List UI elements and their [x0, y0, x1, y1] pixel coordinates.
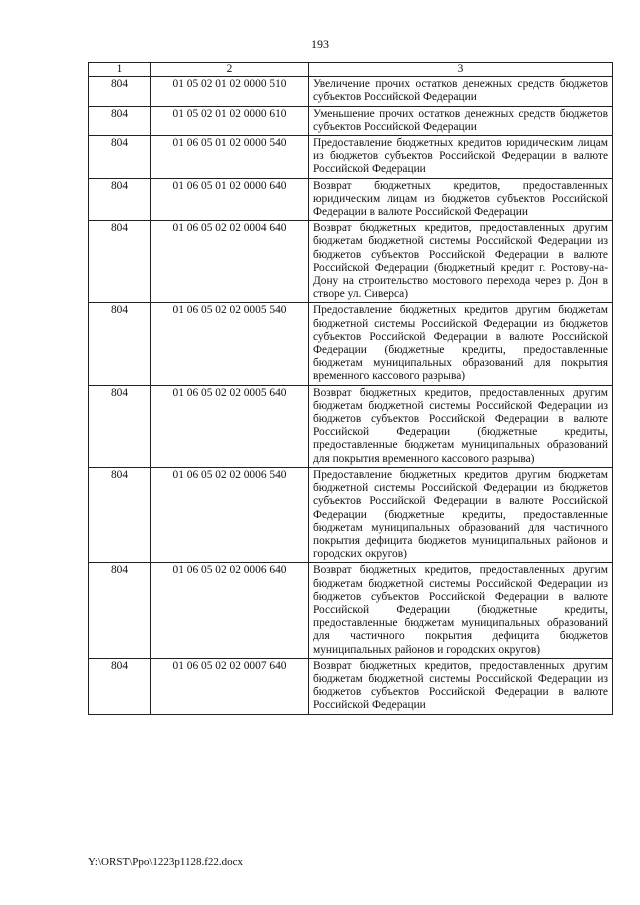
- admin-code-cell: 804: [89, 303, 151, 385]
- kbk-code-cell: 01 06 05 01 02 0000 540: [151, 136, 309, 179]
- kbk-code-cell: 01 06 05 02 02 0007 640: [151, 658, 309, 714]
- kbk-code-cell: 01 06 05 02 02 0006 540: [151, 467, 309, 562]
- table-header-row: [89, 63, 613, 77]
- admin-code-cell: 804: [89, 467, 151, 562]
- admin-code-cell: 804: [89, 136, 151, 179]
- table-row: [89, 106, 613, 135]
- kbk-code-cell: 01 05 02 01 02 0000 610: [151, 106, 309, 135]
- table-row: [89, 563, 613, 658]
- admin-code-cell: 804: [89, 385, 151, 467]
- table-row: [89, 178, 613, 221]
- kbk-code-cell: 01 06 05 02 02 0006 640: [151, 563, 309, 658]
- table-row: [89, 221, 613, 303]
- kbk-code-cell: 01 06 05 01 02 0000 640: [151, 178, 309, 221]
- table-row: [89, 385, 613, 467]
- kbk-code-cell: 01 06 05 02 02 0004 640: [151, 221, 309, 303]
- column-header-1: 1: [89, 63, 151, 77]
- table-row: [89, 136, 613, 179]
- kbk-code-cell: 01 05 02 01 02 0000 510: [151, 77, 309, 106]
- admin-code-cell: 804: [89, 221, 151, 303]
- column-header-2: 2: [151, 63, 309, 77]
- page-number: 193: [311, 37, 329, 51]
- admin-code-cell: 804: [89, 178, 151, 221]
- description-cell: Уменьшение прочих остатков денежных средств бюджетов субъектов Российской Федерации: [309, 106, 613, 135]
- admin-code-cell: 804: [89, 77, 151, 106]
- table-row: [89, 303, 613, 385]
- admin-code-cell: 804: [89, 658, 151, 714]
- description-cell: Увеличение прочих остатков денежных средств бюджетов субъектов Российской Федерации: [309, 77, 613, 106]
- description-cell: Предоставление бюджетных кредитов другим бюджетам бюджетной системы Российской Федерации из бюджетов субъектов Российской Федерации в валюте Российской Федерации (бюджетные кредиты, предоставленные бюджетам муниципальных образований для покрытия временного кассового разрыва): [309, 303, 613, 385]
- admin-code-cell: 804: [89, 563, 151, 658]
- admin-code-cell: 804: [89, 106, 151, 135]
- table-row: [89, 77, 613, 106]
- budget-classification-table: [88, 62, 613, 715]
- kbk-code-cell: 01 06 05 02 02 0005 640: [151, 385, 309, 467]
- description-cell: Возврат бюджетных кредитов, предоставленных другим бюджетам бюджетной системы Российской Федерации из бюджетов субъектов Российской Федерации в валюте Российской Федерации (бюджетные кредиты, предоставленные бюджетам муниципальных образований для покрытия временного кассового разрыва): [309, 385, 613, 467]
- description-cell: Возврат бюджетных кредитов, предоставленных другим бюджетам бюджетной системы Российской Федерации из бюджетов субъектов Российской Федерации в валюте Российской Федерации: [309, 658, 613, 714]
- table-row: [89, 658, 613, 714]
- table-row: [89, 467, 613, 562]
- description-cell: Возврат бюджетных кредитов, предоставленных другим бюджетам бюджетной системы Российской Федерации из бюджетов субъектов Российской Федерации в валюте Российской Федерации (бюджетные кредиты, предоставленные бюджетам муниципальных образований для частичного покрытия дефицита бюджетов муниципальных районов и городских округов): [309, 563, 613, 658]
- column-header-3: 3: [309, 63, 613, 77]
- description-cell: Возврат бюджетных кредитов, предоставленных юридическим лицам из бюджетов субъектов Российской Федерации в валюте Российской Федерации: [309, 178, 613, 221]
- kbk-code-cell: 01 06 05 02 02 0005 540: [151, 303, 309, 385]
- description-cell: Возврат бюджетных кредитов, предоставленных другим бюджетам бюджетной системы Российской Федерации из бюджетов субъектов Российской Федерации в валюте Российской Федерации (бюджетный кредит г. Ростову-на-Дону на строительство мостового перехода через р. Дон в створе ул. Сиверса): [309, 221, 613, 303]
- description-cell: Предоставление бюджетных кредитов юридическим лицам из бюджетов субъектов Российской Федерации в валюте Российской Федерации: [309, 136, 613, 179]
- document-file-path: Y:\ORST\Ppo\1223p1128.f22.docx: [88, 856, 244, 868]
- description-cell: Предоставление бюджетных кредитов другим бюджетам бюджетной системы Российской Федерации из бюджетов субъектов Российской Федерации в валюте Российской Федерации (бюджетные кредиты, предоставленные бюджетам муниципальных образований для частичного покрытия дефицита бюджетов муниципальных районов и городских округов): [309, 467, 613, 562]
